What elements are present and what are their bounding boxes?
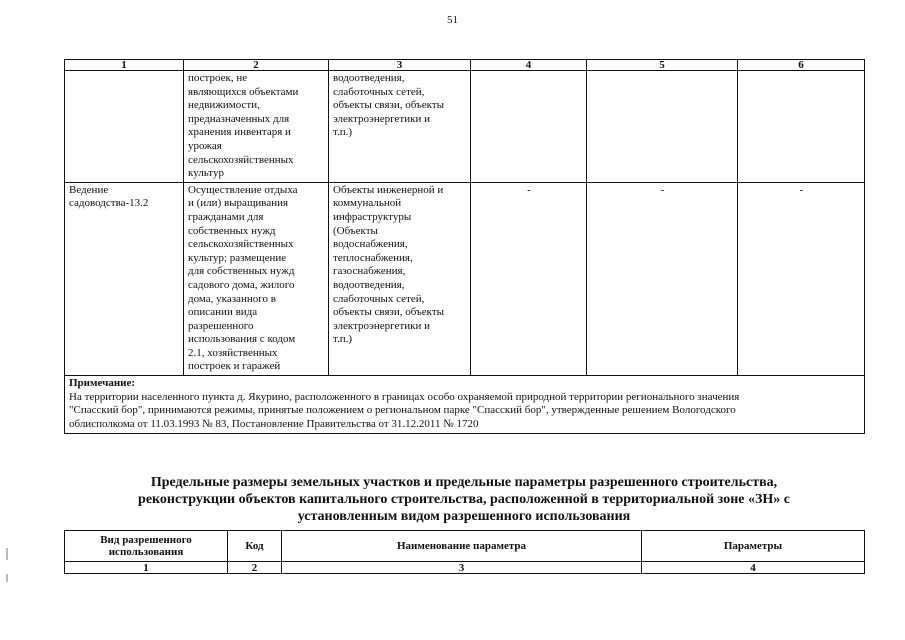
table-row — [65, 71, 865, 183]
column-number: 3 — [329, 60, 471, 71]
column-number-row — [65, 60, 865, 71]
note-cell — [65, 376, 865, 434]
table-cell-description: построек, не являющихся объектами недвижимости, предназначенных для хранения инвентаря и урожая сельскохозяйственных культур — [184, 71, 329, 183]
table-cell-auxiliary-objects: Объекты инженерной и коммунальной инфраструктуры (Объекты водоснабжения, теплоснабжения, газоснабжения, водоотведения, слаботочных сетей, объекты связи, объекты электроэнергетики и т.п.) — [329, 182, 471, 375]
table-cell-col4: - — [471, 182, 587, 375]
table-cell-use-type: Ведение садоводства-13.2 — [65, 182, 184, 375]
column-number: 3 — [282, 562, 642, 574]
table-cell-description: Осуществление отдыха и (или) выращивания гражданами для собственных нужд сельскохозяйственных культур; размещение для собственных нужд садового дома, жилого дома, указанного в описании вида разрешенного использования с кодом 2.1, хозяйственных построек и гаражей — [184, 182, 329, 375]
header-parameters: Параметры — [642, 531, 865, 562]
table-cell-use-type — [65, 71, 184, 183]
note-title: Примечание: — [69, 377, 136, 390]
column-number: 2 — [184, 60, 329, 71]
column-number: 6 — [738, 60, 865, 71]
table-cell-col5: - — [587, 182, 738, 375]
scan-margin-mark — [6, 574, 8, 582]
note-text: На территории населенного пункта д. Якурино, расположенного в границах особо охраняемой природной территории регионального значения "Спасский бор", принимаются режимы, принятые положением о региональном парке "Спасский бор", утвержденные решением Вологодского облисполкома от 11.03.1993 № 83, Постановление Правительства от 31.12.2011 № 1720 — [69, 390, 740, 430]
parameters-header-row — [65, 531, 865, 562]
table-row — [65, 182, 865, 375]
column-number: 4 — [642, 562, 865, 574]
table-cell-col6: - — [738, 182, 865, 375]
column-number-row — [65, 562, 865, 574]
header-code: Код — [228, 531, 282, 562]
land-use-table — [64, 59, 865, 434]
table-cell-col4 — [471, 71, 587, 183]
column-number: 5 — [587, 60, 738, 71]
column-number: 1 — [65, 60, 184, 71]
note-row — [65, 376, 865, 434]
header-use-type: Вид разрешенного использования — [65, 531, 228, 562]
scan-margin-mark — [6, 548, 8, 560]
parameters-table — [64, 530, 865, 574]
table-cell-col5 — [587, 71, 738, 183]
table-cell-auxiliary-objects: водоотведения, слаботочных сетей, объекты связи, объекты электроэнергетики и т.п.) — [329, 71, 471, 183]
page-number: 51 — [447, 14, 458, 26]
column-number: 4 — [471, 60, 587, 71]
column-number: 1 — [65, 562, 228, 574]
table-cell-col6 — [738, 71, 865, 183]
column-number: 2 — [228, 562, 282, 574]
section-heading: Предельные размеры земельных участков и предельные параметры разрешенного строительства, реконструкции объектов капитального строительства, расположенной в территориальной зоне «ЗН» с установленным видом разрешенного использования — [138, 475, 790, 524]
header-parameter-name: Наименование параметра — [282, 531, 642, 562]
